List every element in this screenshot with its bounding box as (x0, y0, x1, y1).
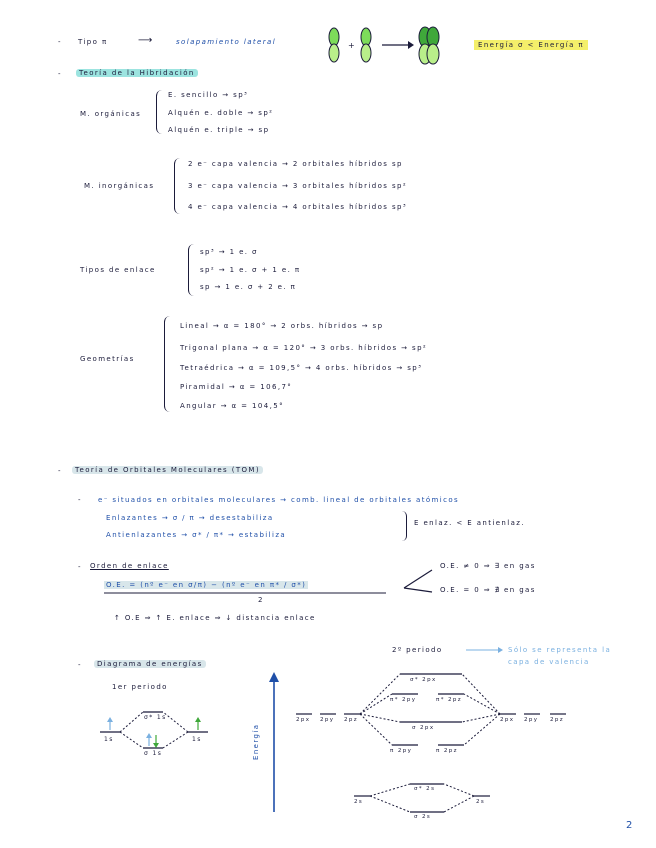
mo-label: π 2pz (436, 748, 458, 754)
brace (174, 158, 181, 214)
page-number: 2 (626, 820, 633, 831)
organicas-item: E. sencillo → sp³ (168, 91, 249, 99)
mo-label: π* 2pz (436, 697, 463, 703)
tipos-enlace-label: Tipos de enlace (80, 266, 156, 274)
tom-title: Teoría de Orbitales Moleculares (TOM) (72, 466, 263, 474)
bullet: - (78, 661, 82, 669)
bullet: - (58, 70, 62, 78)
mo-label: 1s (104, 736, 114, 743)
brace (188, 244, 195, 296)
organicas-item: Alquén e. doble → sp² (168, 109, 274, 117)
orden-enlace-label: Orden de enlace (90, 562, 169, 570)
mo-label: σ* 2s (414, 786, 436, 792)
brace (164, 316, 172, 412)
energy-compare: E enlaz. < E antienlaz. (414, 519, 525, 527)
organicas-label: M. orgánicas (80, 110, 142, 118)
organicas-item: Alquén e. triple → sp (168, 126, 270, 134)
mo-label: 2pz (550, 717, 565, 723)
inorganicas-item: 4 e⁻ capa valencia → 4 orbitales híbridos sp³ (188, 203, 408, 211)
brace (156, 90, 163, 134)
geometria-item: Lineal → α = 180° → 2 orbs. híbridos → sp (180, 322, 384, 330)
tipo-pi-label: Tipo π (78, 38, 108, 46)
mo-label: σ 2s (414, 814, 432, 820)
bullet: - (58, 38, 62, 46)
mo-label: 2py (524, 717, 539, 723)
mo-label: π 2py (390, 748, 413, 754)
tom-line1: e⁻ situados en orbitales moleculares → comb. lineal de orbitales atómicos (98, 496, 460, 504)
inorganicas-label: M. inorgánicas (84, 182, 155, 190)
brace (402, 511, 407, 541)
hibridacion-title: Teoría de la Hibridación (76, 69, 198, 77)
diagrama-label: Diagrama de energías (94, 660, 206, 668)
periodo1-label: 1er periodo (112, 683, 168, 691)
mo-label: 2s (476, 799, 486, 805)
tipos-item: sp² → 1 e. σ + 1 e. π (200, 266, 301, 274)
enlazantes: Enlazantes → σ / π → desestabiliza (106, 514, 274, 522)
mo-label: 2py (320, 717, 335, 723)
geometria-item: Piramidal → α = 106,7° (180, 383, 293, 391)
mo-label: 2px (500, 717, 515, 723)
tipos-item: sp → 1 e. σ + 2 e. π (200, 283, 297, 291)
bullet: - (58, 467, 62, 475)
valence-note: Sólo se representa la capa de valencia (508, 646, 612, 666)
oe-trend: ↑ O.E ⇒ ↑ E. enlace ⇒ ↓ distancia enlace (114, 614, 316, 622)
mo-label: 2pz (344, 717, 359, 723)
oe-numerator: O.E. = (nº e⁻ en σ/π) − (nº e⁻ en π* / σ*) (106, 581, 307, 589)
periodo2-label: 2º periodo (392, 646, 443, 654)
mo-label: σ* 1s (144, 714, 167, 721)
antienlazantes: Antienlazantes → σ* / π* → estabiliza (106, 531, 287, 539)
svg-text:+: + (348, 41, 355, 50)
oe-case: O.E. ≠ 0 ⇒ ∃ en gas (440, 562, 536, 570)
arrow-icon: ⟶ (138, 35, 154, 46)
mo-label: σ 1s (144, 750, 163, 757)
oe-case: O.E. = 0 ⇒ ∄ en gas (440, 586, 536, 594)
inorganicas-item: 2 e⁻ capa valencia → 2 orbitales híbridos sp (188, 160, 403, 168)
energy-axis-label: Energía (252, 723, 260, 760)
mo-label: σ* 2px (410, 677, 437, 683)
geometria-item: Trigonal plana → α = 120° → 3 orbs. híbridos → sp² (180, 344, 428, 352)
geometrias-label: Geometrías (80, 355, 135, 363)
tipo-pi-desc: solapamiento lateral (176, 38, 277, 46)
energy-comparison: Energía σ < Energía π (474, 40, 588, 50)
geometria-item: Tetraédrica → α = 109,5° → 4 orbs. híbridos → sp³ (180, 364, 423, 372)
bullet: - (78, 496, 82, 504)
inorganicas-item: 3 e⁻ capa valencia → 3 orbitales híbridos sp² (188, 182, 408, 190)
mo-label: σ 2px (412, 725, 435, 731)
mo-label: 1s (192, 736, 202, 743)
bullet: - (78, 563, 82, 571)
mo-label: 2px (296, 717, 311, 723)
tipos-item: sp³ → 1 e. σ (200, 248, 258, 256)
mo-label: π* 2py (390, 697, 417, 703)
geometria-item: Angular → α = 104,5° (180, 402, 285, 410)
oe-denominator: 2 (258, 596, 264, 604)
mo-label: 2s (354, 799, 364, 805)
